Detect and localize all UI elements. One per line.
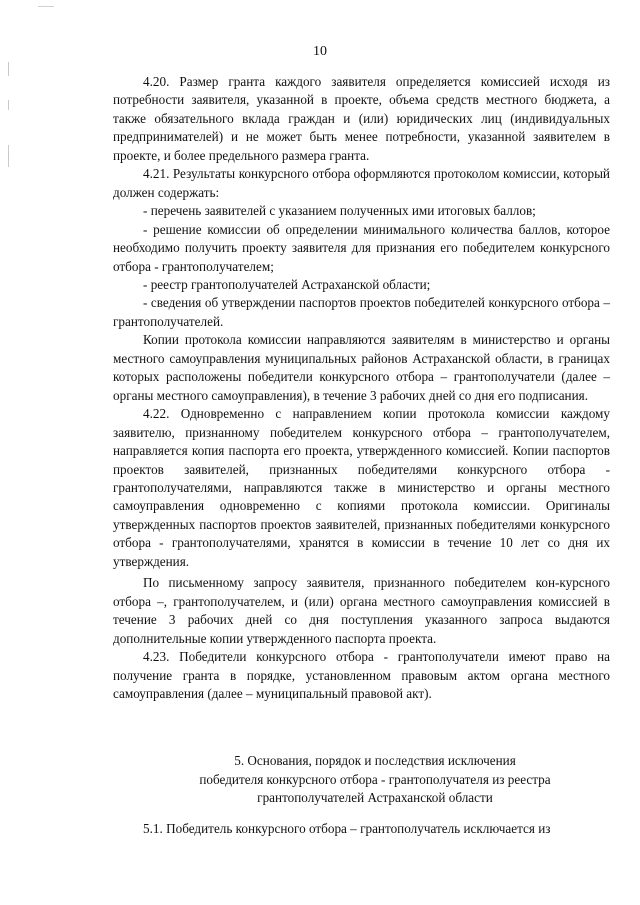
list-item: - перечень заявителей с указанием полученных ими итоговых баллов; [143,203,536,219]
list-item: - решение комиссии об определении минимального количества баллов, которое необходимо получить проекту заявителя для признания его победителем конкурсного отбора - грантополучателем; [113,221,610,274]
paragraph-5-1: 5.1. Победитель конкурсного отбора – грантополучатель исключается из [143,821,551,836]
paragraph-4-21: 4.21. Результаты конкурсного отбора оформляются протоколом комиссии, который должен содержать: [113,166,610,200]
section-heading-line: 5. Основания, порядок и последствия исключения [234,753,516,768]
scan-artifact-rule [38,6,54,7]
page-number: 10 [313,44,327,59]
paragraph-4-22: 4.22. Одновременно с направлением копии протокола комиссии каждому заявителю, признанному победителем конкурсного отбора – грантополучателем, направляется копия паспорта его проекта, утвержденного комиссией. Копии паспортов проектов заявителей, признанных победителями конкурсного отбора - грантополучателями, направляются также в министерство и органы местного самоуправления одновременно с копиями протокола комиссии. Оригиналы утвержденных паспортов проектов заявителей, признанных победителями конкурсного отбора - грантополучателями, хранятся в комиссии в течение 10 лет со дня их утверждения. [113,406,610,569]
list-item: - реестр грантополучателей Астраханской области; [143,276,431,292]
list-item: - сведения об утверждении паспортов проектов победителей конкурсного отбора – грантополучателей. [113,295,610,329]
paragraph-4-23: 4.23. Победители конкурсного отбора - грантополучатели имеют право на получение гранта в порядке, установленном правовым актом органа местного самоуправления (далее – муниципальный правовой акт). [113,649,610,701]
paragraph-written-request: По письменному запросу заявителя, признанного победителем кон-курсного отбора –, грантополучателем, и (или) органа местного самоуправления комиссией в течение 3 рабочих дней со дня поступления указанного запроса выдаются дополнительные копии утвержденного паспорта проекта. [113,575,610,646]
section-heading-line: победителя конкурсного отбора - грантополучателя из реестра [199,771,551,787]
section-5-heading [140,752,610,808]
document-body [113,73,610,703]
section-heading-line: грантополучателей Астраханской области [257,790,493,805]
paragraph-protocol-copies: Копии протокола комиссии направляются заявителям в министерство и органы местного самоуправления муниципальных районов Астраханской области, в границах которых расположены победители конкурсного отбора – грантополучатели (далее – органы местного самоуправления), в течение 3 рабочих дней со дня его подписания. [113,332,610,403]
paragraph-4-20: 4.20. Размер гранта каждого заявителя определяется комиссией исходя из потребности заявителя, указанной в проекте, объема средств местного бюджета, а также обязательного вклада граждан и (или) юридических лиц (индивидуальных предпринимателей) и не может быть менее потребности, указанной заявителем в проекте, и более предельного размера гранта. [113,74,610,163]
section-5-body [113,820,610,839]
